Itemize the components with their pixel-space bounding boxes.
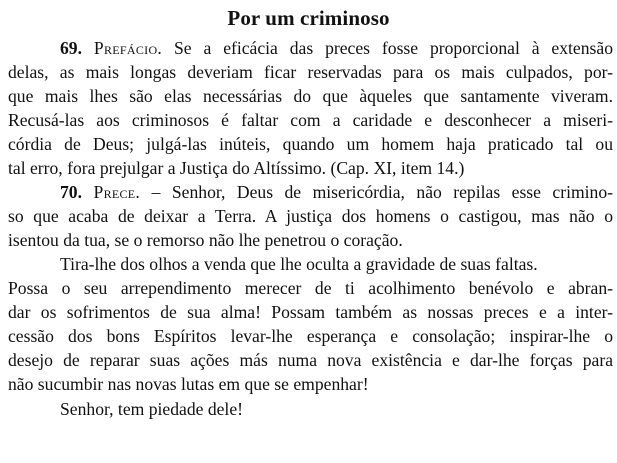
closing-line: Senhor, tem piedade dele! — [60, 399, 243, 419]
prefacio-line-5: córdia de Deus; julgá-las inúteis, quando um homem haja praticado tal ou — [8, 134, 613, 154]
prefacio-line-6: tal erro, fora prejulgar a Justiça do Altíssimo. (Cap. XI, item 14.) — [8, 158, 465, 178]
prece-text-1: – Senhor, Deus de misericórdia, não repilas esse crimino- — [140, 182, 613, 202]
page-title: Por um criminoso — [227, 6, 390, 30]
prefacio-line-2: delas, as mais longas deveriam ficar reservadas para os mais culpados, por- — [8, 62, 613, 82]
paragraph2-line-5: desejo de reparar suas ações más numa nova existência e dar-lhe forças para — [8, 350, 613, 370]
paragraph2-line-2: Possa o seu arrependimento merecer de ti acolhimento benévolo e abran- — [8, 278, 613, 298]
prece-line-2: so que acaba de deixar a Terra. A justiça dos homens o castigou, mas não o — [8, 206, 613, 226]
prece-line-1 — [60, 180, 613, 204]
prefacio-line-1 — [60, 36, 613, 60]
paragraph2-line-1: Tira-lhe dos olhos a venda que lhe oculta a gravidade de suas faltas. — [60, 254, 538, 274]
prece-line-3: isentou da tua, se o remorso não lhe penetrou o coração. — [8, 230, 403, 250]
prefacio-line-3: que mais lhes são elas necessárias do que àqueles que santamente viveram. — [8, 86, 613, 106]
paragraph2-line-4: cessão dos bons Espíritos levar-lhe esperança e consolação; inspirar-lhe o — [8, 326, 613, 346]
prefacio-text-1: Se a eficácia das preces fosse proporcional à extensão — [162, 38, 613, 58]
prece-label: Prece. — [93, 182, 141, 202]
paragraph2-line-3: dar os sofrimentos de sua alma! Possam também as nossas preces e a inter- — [8, 302, 613, 322]
prefacio-line-4: Recusá-las aos criminosos é faltar com a caridade e desconhecer a miseri- — [8, 110, 613, 130]
item-number-69: 69. — [60, 38, 82, 58]
paragraph2-line-6: não sucumbir nas novas lutas em que se empenhar! — [8, 374, 369, 394]
prefacio-label: Prefácio. — [93, 38, 163, 58]
item-number-70: 70. — [60, 182, 82, 202]
